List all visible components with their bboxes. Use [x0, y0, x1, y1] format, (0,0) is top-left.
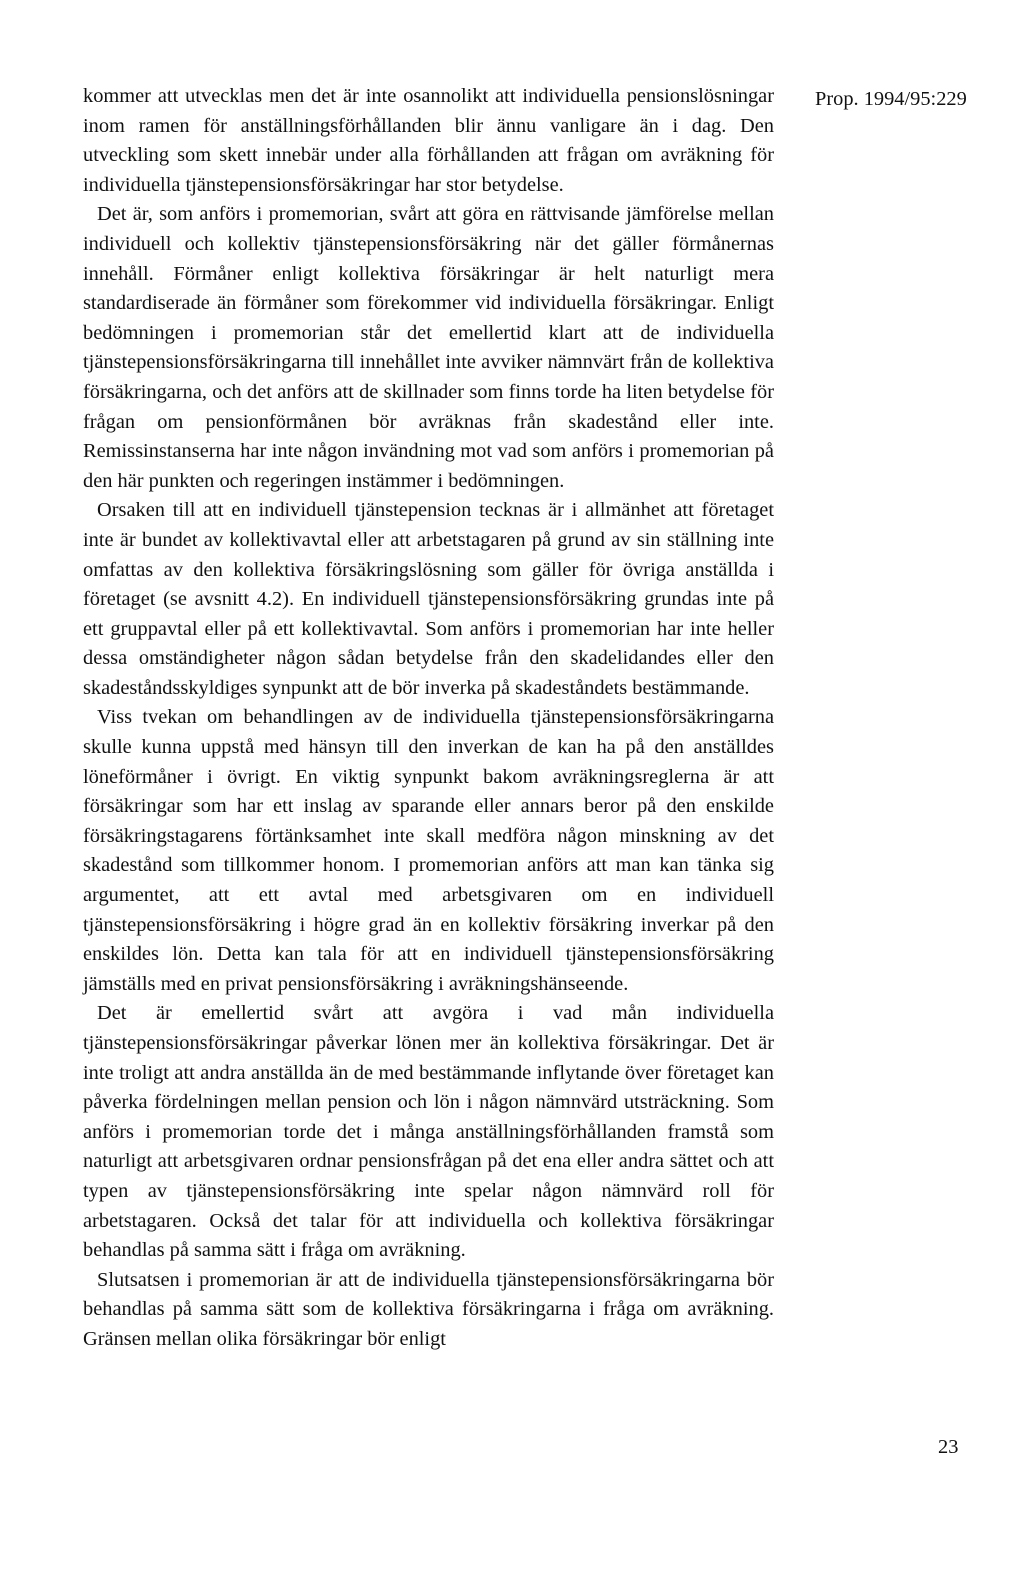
body-text	[83, 82, 774, 1355]
paragraph-conclusion: Slutsatsen i promemorian är att de individuella tjänstepensionsförsäkringarna bör behandlas på samma sätt som de kollektiva försäkringarna i fråga om avräkning. Gränsen mellan olika försäkringar bör enligt	[83, 1268, 774, 1350]
paragraph-comparison: Det är, som anförs i promemorian, svårt att göra en rättvisande jämförelse mellan individuell och kollektiv tjänstepensionsförsäkring när det gäller förmånernas innehåll. Förmåner enligt kollektiva försäkringar är helt naturligt mera standardiserade än förmåner som förekommer vid individuella försäkringar. Enligt bedömningen i promemorian står det emellertid klart att de individuella tjänstepensionsförsäkringarna till innehållet inte avviker nämnvärt från de kollektiva försäkringarna, och det anförs att de skillnader som finns torde ha liten betydelse för frågan om pensionförmånen bör avräknas från skadestånd eller inte. Remissinstanserna har inte någon invändning mot vad som anförs i promemorian på den här punkten och regeringen instämmer i bedömningen.	[83, 203, 774, 492]
proposition-reference: Prop. 1994/95:229	[815, 88, 967, 110]
page-number: 23	[938, 1436, 959, 1458]
paragraph-reason: Orsaken till att en individuell tjänstepension tecknas är i allmänhet att företaget inte är bundet av kollektivavtal eller att arbetstagaren på grund av sin ställning inte omfattas av den kollektiva försäkringslösning som gäller för övriga anställda i företaget (se avsnitt 4.2). En individuell tjänstepensionsförsäkring grundas inte på ett gruppavtal eller på ett kollektivavtal. Som anförs i promemorian har inte heller dessa omständigheter någon sådan betydelse från den skadelidandes eller den skadeståndsskyldiges synpunkt att de bör inverka på skadeståndets bestämmande.	[83, 499, 774, 699]
paragraph-continuation: kommer att utvecklas men det är inte osannolikt att individuella pensionslösningar inom ramen för anställningsförhållanden blir ännu vanligare än i dag. Den utveckling som skett innebär under alla förhållanden att frågan om avräkning för individuella tjänstepensionsförsäkringar har stor betydelse.	[83, 85, 774, 196]
paragraph-assessment: Det är emellertid svårt att avgöra i vad mån individuella tjänstepensionsförsäkringar påverkar lönen mer än kollektiva försäkringar. Det är inte troligt att andra anställda än de med bestämmande inflytande över företaget kan påverka fördelningen mellan pension och lön i någon nämnvärd utsträckning. Som anförs i promemorian torde det i många anställningsförhållanden framstå som naturligt att arbetsgivaren ordnar pensionsfrågan på det ena eller andra sättet och att typen av tjänstepensionsförsäkring inte spelar någon nämnvärd roll för arbetstagaren. Också det talar för att individuella och kollektiva försäkringar behandlas på samma sätt i fråga om avräkning.	[83, 1002, 774, 1262]
paragraph-hesitation: Viss tvekan om behandlingen av de individuella tjänstepensionsförsäkringarna skulle kunna uppstå med hänsyn till den inverkan de kan ha på den anställdes löneförmåner i övrigt. En viktig synpunkt bakom avräkningsreglerna är att försäkringar som har ett inslag av sparande eller annars beror på den enskilde försäkringstagarens förtänksamhet inte skall medföra någon minskning av det skadestånd som tillkommer honom. I promemorian anförs att man kan tänka sig argumentet, att ett avtal med arbetsgivaren om en individuell tjänstepensionsförsäkring i högre grad än en kollektiv försäkring inverkar på den enskildes lön. Detta kan tala för att en individuell tjänstepensionsförsäkring jämställs med en privat pensionsförsäkring i avräkningshänseende.	[83, 706, 774, 995]
